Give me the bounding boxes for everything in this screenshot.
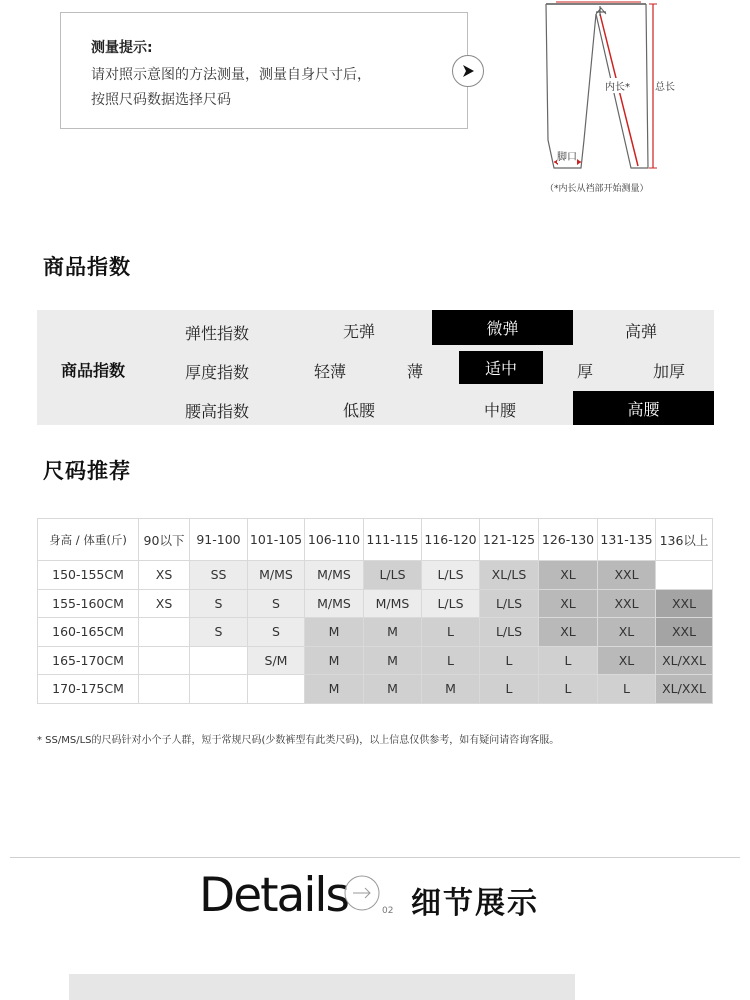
- header-cell: 131-135: [598, 519, 656, 561]
- details-heading: Details: [199, 868, 348, 923]
- header-cell: 身高 / 体重(斤): [38, 519, 139, 561]
- product-index-panel: [37, 310, 714, 425]
- size-cell: XXL: [598, 589, 656, 618]
- size-cell: XL: [539, 589, 598, 618]
- elasticity-label: 弹性指数: [185, 324, 250, 343]
- size-cell: M/MS: [364, 589, 422, 618]
- size-cell: L: [539, 646, 598, 675]
- measure-tip-line-1: 请对照示意图的方法测量，测量自身尺寸后，: [91, 67, 371, 83]
- size-cell: M: [364, 675, 422, 704]
- elasticity-option-high: 高弹: [625, 322, 658, 341]
- size-rec-title: 尺码推荐: [43, 459, 131, 483]
- elasticity-option-selected: 微弹: [432, 310, 573, 345]
- size-cell: M: [305, 646, 364, 675]
- waist-option-selected: 高腰: [573, 391, 714, 425]
- size-cell: XXL: [656, 589, 713, 618]
- size-cell: L: [480, 675, 539, 704]
- size-cell: L: [480, 646, 539, 675]
- size-table-header-row: [38, 519, 713, 561]
- size-cell: XL/LS: [480, 561, 539, 590]
- size-cell: [139, 618, 190, 647]
- hem-label: 脚口: [557, 148, 577, 163]
- measure-tip-line-2: 按照尺码数据选择尺码: [91, 92, 231, 108]
- size-cell: L/LS: [422, 561, 480, 590]
- size-cell: XXL: [598, 561, 656, 590]
- table-row: [38, 618, 713, 647]
- size-cell: M: [364, 646, 422, 675]
- size-cell: L/LS: [422, 589, 480, 618]
- size-cell: M: [305, 675, 364, 704]
- size-cell: XL: [539, 561, 598, 590]
- size-cell: M/MS: [248, 561, 305, 590]
- header-cell: 121-125: [480, 519, 539, 561]
- size-cell: M/MS: [305, 561, 364, 590]
- height-cell: 170-175CM: [38, 675, 139, 704]
- size-cell: S: [248, 589, 305, 618]
- size-cell: S: [190, 589, 248, 618]
- details-number: 02: [382, 906, 394, 916]
- size-cell: M: [364, 618, 422, 647]
- elasticity-option-none: 无弹: [343, 322, 376, 341]
- waist-label: 腰高指数: [185, 402, 250, 421]
- thickness-option-selected: 适中: [459, 351, 543, 384]
- product-index-title: 商品指数: [43, 255, 131, 279]
- header-cell: 126-130: [539, 519, 598, 561]
- size-cell: L: [598, 675, 656, 704]
- details-title-cn: 细节展示: [411, 886, 539, 921]
- header-cell: 101-105: [248, 519, 305, 561]
- size-cell: [139, 646, 190, 675]
- size-cell: [139, 675, 190, 704]
- size-cell: L: [539, 675, 598, 704]
- size-cell: [190, 646, 248, 675]
- size-cell: S/M: [248, 646, 305, 675]
- size-cell: S: [190, 618, 248, 647]
- size-table: [37, 518, 713, 704]
- thickness-option-light: 轻薄: [314, 362, 347, 381]
- size-cell: [656, 561, 713, 590]
- size-cell: XL/XXL: [656, 646, 713, 675]
- size-cell: M: [305, 618, 364, 647]
- play-arrow-icon: [461, 64, 475, 78]
- thickness-option-extra-thick: 加厚: [653, 362, 686, 381]
- total-length-label: 总长: [655, 78, 675, 93]
- next-arrow-button[interactable]: [452, 55, 484, 87]
- height-cell: 150-155CM: [38, 561, 139, 590]
- size-note: * SS/MS/LS的尺码针对小个子人群，短于常规尺码(少数裤型有此类尺码)，以上信息仅供参考，如有疑问请咨询客服。: [37, 735, 560, 746]
- header-cell: 90以下: [139, 519, 190, 561]
- size-cell: XL: [598, 646, 656, 675]
- height-cell: 165-170CM: [38, 646, 139, 675]
- detail-image-placeholder: [69, 974, 575, 1000]
- size-cell: XL: [598, 618, 656, 647]
- product-index-row-header: 商品指数: [61, 361, 126, 380]
- measure-tip-title: 测量提示:: [91, 40, 153, 56]
- circle-arrow-icon: [342, 873, 382, 913]
- header-cell: 106-110: [305, 519, 364, 561]
- size-cell: XXL: [656, 618, 713, 647]
- size-cell: L: [422, 618, 480, 647]
- thickness-label: 厚度指数: [185, 363, 250, 382]
- header-cell: 116-120: [422, 519, 480, 561]
- size-cell: M: [422, 675, 480, 704]
- inseam-label: 内长*: [605, 78, 630, 93]
- size-cell: [190, 675, 248, 704]
- thickness-option-thick: 厚: [577, 362, 594, 381]
- thickness-option-thin: 薄: [407, 362, 424, 381]
- header-cell: 136以上: [656, 519, 713, 561]
- table-row: [38, 561, 713, 590]
- waist-option-mid: 中腰: [484, 401, 517, 420]
- table-row: [38, 675, 713, 704]
- height-cell: 155-160CM: [38, 589, 139, 618]
- size-cell: S: [248, 618, 305, 647]
- size-cell: [248, 675, 305, 704]
- measure-tip-box: [60, 12, 468, 129]
- size-cell: XL: [539, 618, 598, 647]
- table-row: [38, 589, 713, 618]
- size-cell: L/LS: [364, 561, 422, 590]
- size-cell: L/LS: [480, 618, 539, 647]
- size-cell: SS: [190, 561, 248, 590]
- waist-option-low: 低腰: [343, 401, 376, 420]
- size-cell: L/LS: [480, 589, 539, 618]
- header-cell: 111-115: [364, 519, 422, 561]
- header-cell: 91-100: [190, 519, 248, 561]
- size-cell: XL/XXL: [656, 675, 713, 704]
- pants-measurement-diagram: [536, 0, 686, 200]
- size-cell: M/MS: [305, 589, 364, 618]
- size-cell: XS: [139, 589, 190, 618]
- section-divider: [10, 857, 740, 858]
- height-cell: 160-165CM: [38, 618, 139, 647]
- size-cell: L: [422, 646, 480, 675]
- size-cell: XS: [139, 561, 190, 590]
- pants-caption: （*内长从裆部开始测量）: [545, 184, 649, 194]
- table-row: [38, 646, 713, 675]
